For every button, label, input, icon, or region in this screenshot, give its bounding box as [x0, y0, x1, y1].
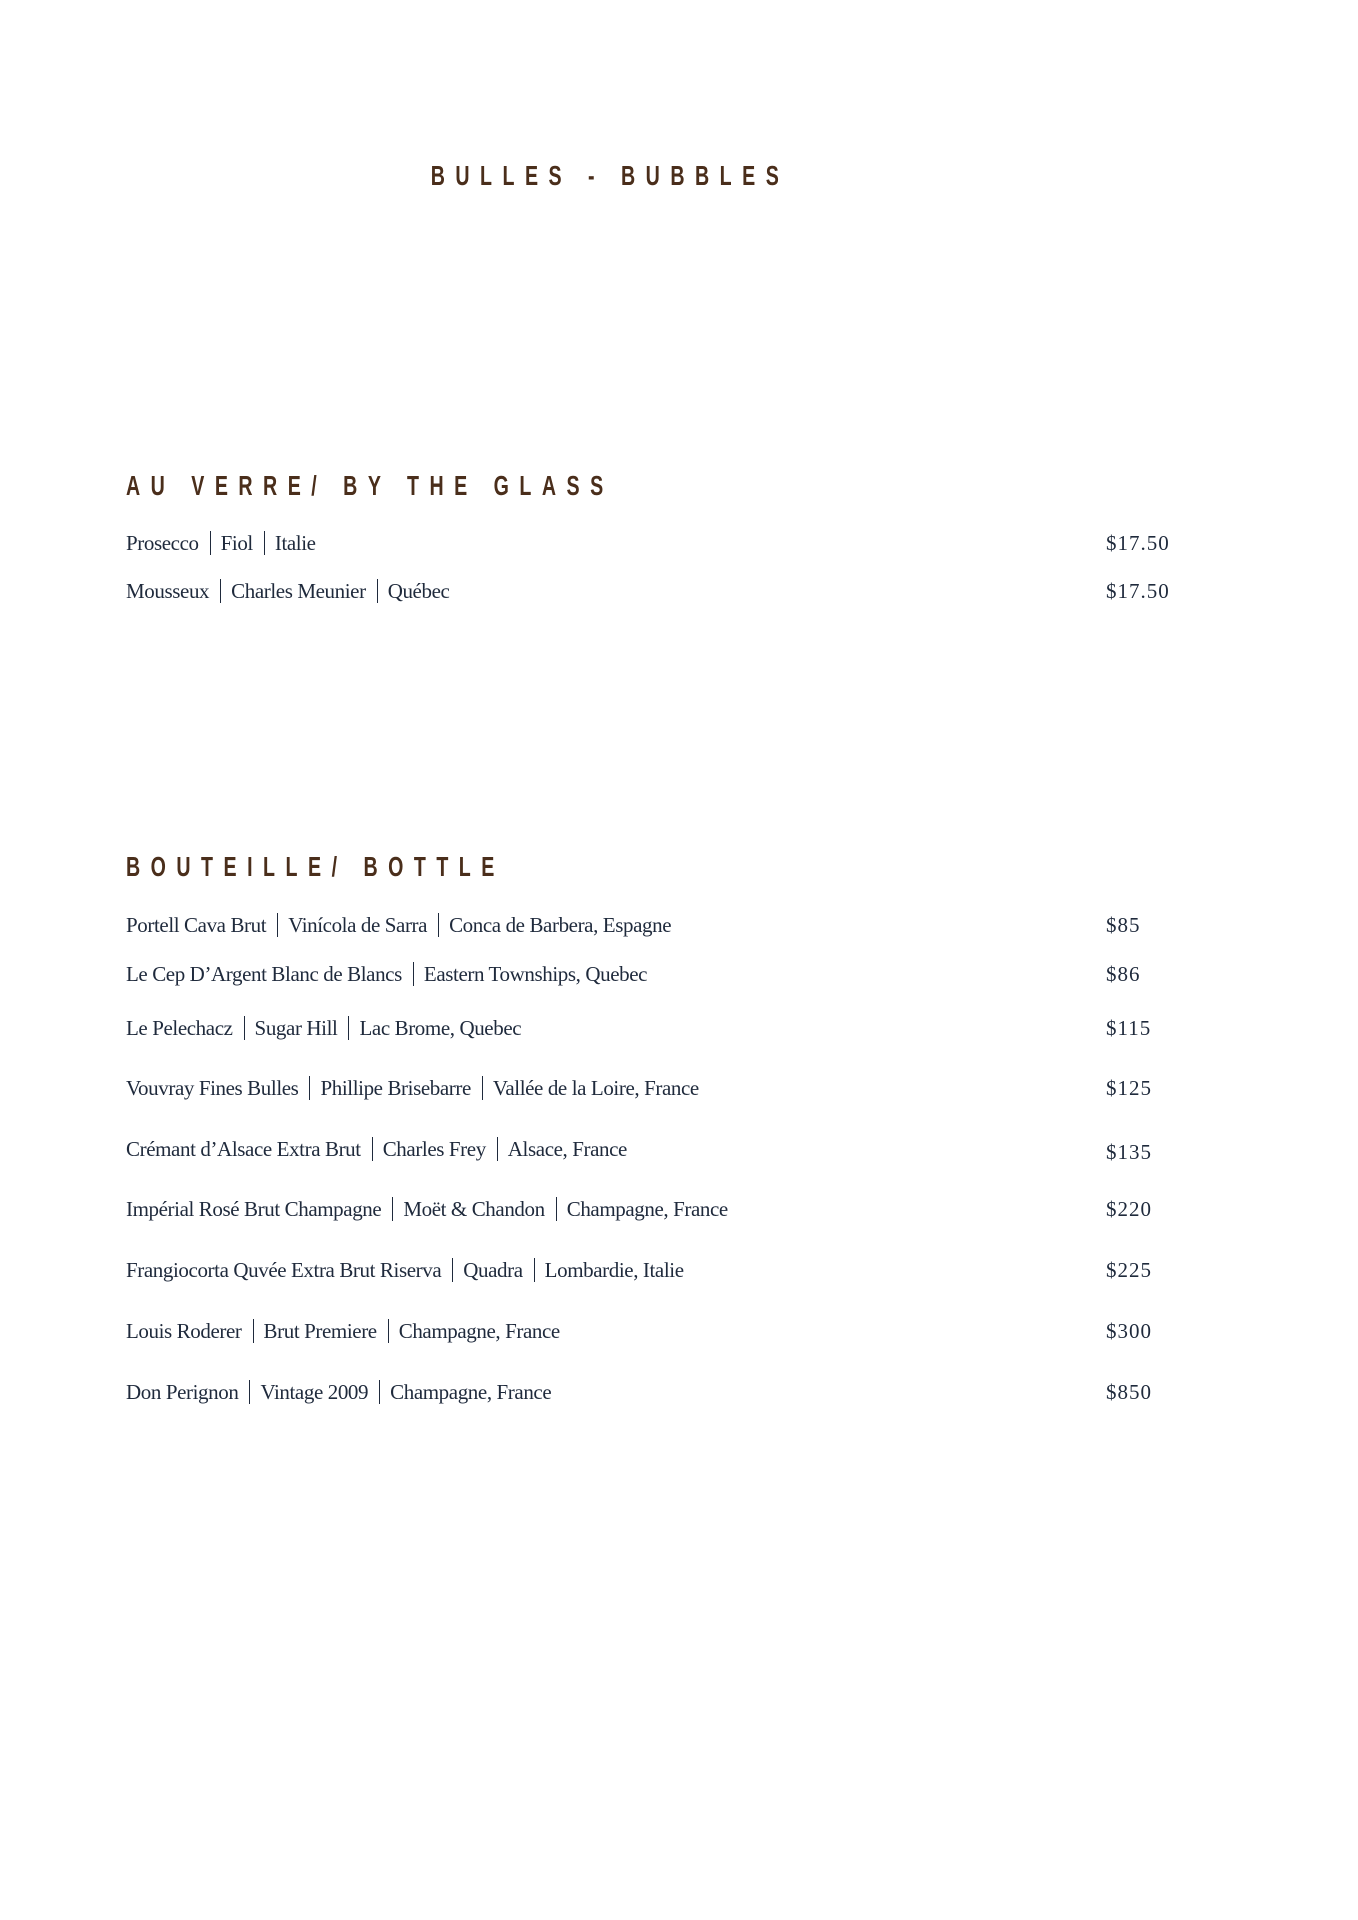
- bottle-item: [126, 1258, 1176, 1288]
- bottle-item: [126, 1380, 1176, 1410]
- item-price: $300: [1106, 1319, 1152, 1343]
- separator: [244, 1016, 245, 1040]
- item-wine: Vouvray Fines Bulles: [126, 1076, 299, 1100]
- separator: [379, 1380, 380, 1404]
- item-description: [126, 1016, 521, 1041]
- bottle-item: [126, 913, 1176, 943]
- item-description: [126, 962, 647, 987]
- item-producer: Charles Frey: [382, 1137, 486, 1161]
- bottle-item: [126, 1319, 1176, 1349]
- item-description: [126, 531, 316, 556]
- item-price: $135: [1106, 1140, 1152, 1164]
- separator: [377, 579, 378, 603]
- item-description: [126, 1258, 684, 1283]
- separator: [220, 579, 221, 603]
- item-price: $850: [1106, 1380, 1152, 1404]
- item-wine: Portell Cava Brut: [126, 913, 267, 937]
- item-region: Champagne, France: [566, 1197, 728, 1221]
- separator: [249, 1380, 250, 1404]
- item-region: Alsace, France: [507, 1137, 627, 1161]
- item-producer: Charles Meunier: [231, 579, 366, 603]
- separator: [264, 531, 265, 555]
- item-wine: Mousseux: [126, 579, 210, 603]
- separator: [388, 1319, 389, 1343]
- glass-item-prosecco: [126, 531, 1176, 561]
- item-wine: Louis Roderer: [126, 1319, 242, 1343]
- item-producer: Fiol: [220, 531, 253, 555]
- item-producer: Moët & Chandon: [403, 1197, 545, 1221]
- page-title: BULLES - BUBBLES: [430, 160, 790, 191]
- item-wine: Prosecco: [126, 531, 199, 555]
- item-description: [126, 1137, 627, 1162]
- item-wine: Impérial Rosé Brut Champagne: [126, 1197, 382, 1221]
- item-description: [126, 1319, 560, 1344]
- item-producer: Sugar Hill: [254, 1016, 338, 1040]
- item-region: Conca de Barbera, Espagne: [449, 913, 672, 937]
- item-wine: Le Cep D’Argent Blanc de Blancs: [126, 962, 402, 986]
- item-producer: Quadra: [463, 1258, 523, 1282]
- item-producer: Phillipe Brisebarre: [320, 1076, 471, 1100]
- item-producer: Vintage 2009: [260, 1380, 369, 1404]
- separator: [438, 913, 439, 937]
- item-price: $17.50: [1106, 579, 1170, 603]
- bottle-item: [126, 1016, 1176, 1046]
- item-description: [126, 1197, 728, 1222]
- item-description: [126, 1380, 551, 1405]
- item-region: Vallée de la Loire, France: [492, 1076, 699, 1100]
- separator: [534, 1258, 535, 1282]
- item-price: $125: [1106, 1076, 1152, 1100]
- item-region: Québec: [387, 579, 450, 603]
- separator: [277, 913, 278, 937]
- item-price: $220: [1106, 1197, 1152, 1221]
- bottle-item: [126, 1076, 1176, 1106]
- item-producer: Brut Premiere: [263, 1319, 377, 1343]
- item-producer: Vinícola de Sarra: [288, 913, 428, 937]
- separator: [210, 531, 211, 555]
- section-heading-by-the-glass: AU VERRE/ BY THE GLASS: [126, 470, 614, 501]
- separator: [452, 1258, 453, 1282]
- bottle-item: [126, 962, 1176, 992]
- item-description: [126, 1076, 699, 1101]
- item-price: $17.50: [1106, 531, 1170, 555]
- item-wine: Frangiocorta Quvée Extra Brut Riserva: [126, 1258, 442, 1282]
- item-region: Eastern Townships, Quebec: [423, 962, 648, 986]
- item-wine: Don Perignon: [126, 1380, 239, 1404]
- separator: [482, 1076, 483, 1100]
- item-price: $85: [1106, 913, 1141, 937]
- bottle-item: [126, 1197, 1176, 1227]
- separator: [372, 1137, 373, 1161]
- separator: [253, 1319, 254, 1343]
- item-price: $86: [1106, 962, 1141, 986]
- item-region: Lac Brome, Quebec: [359, 1016, 522, 1040]
- separator: [413, 962, 414, 986]
- item-description: [126, 913, 671, 938]
- item-description: [126, 579, 449, 604]
- item-region: Champagne, France: [390, 1380, 552, 1404]
- separator: [392, 1197, 393, 1221]
- glass-item-mousseux: [126, 579, 1176, 609]
- bottle-item: [126, 1137, 1176, 1167]
- item-wine: Crémant d’Alsace Extra Brut: [126, 1137, 361, 1161]
- item-price: $115: [1106, 1016, 1152, 1040]
- section-heading-bottle: BOUTEILLE/ BOTTLE: [126, 851, 505, 882]
- separator: [497, 1137, 498, 1161]
- item-region: Lombardie, Italie: [544, 1258, 684, 1282]
- separator: [348, 1016, 349, 1040]
- item-region: Champagne, France: [398, 1319, 560, 1343]
- item-price: $225: [1106, 1258, 1152, 1282]
- item-region: Italie: [274, 531, 316, 555]
- item-wine: Le Pelechacz: [126, 1016, 233, 1040]
- separator: [309, 1076, 310, 1100]
- separator: [556, 1197, 557, 1221]
